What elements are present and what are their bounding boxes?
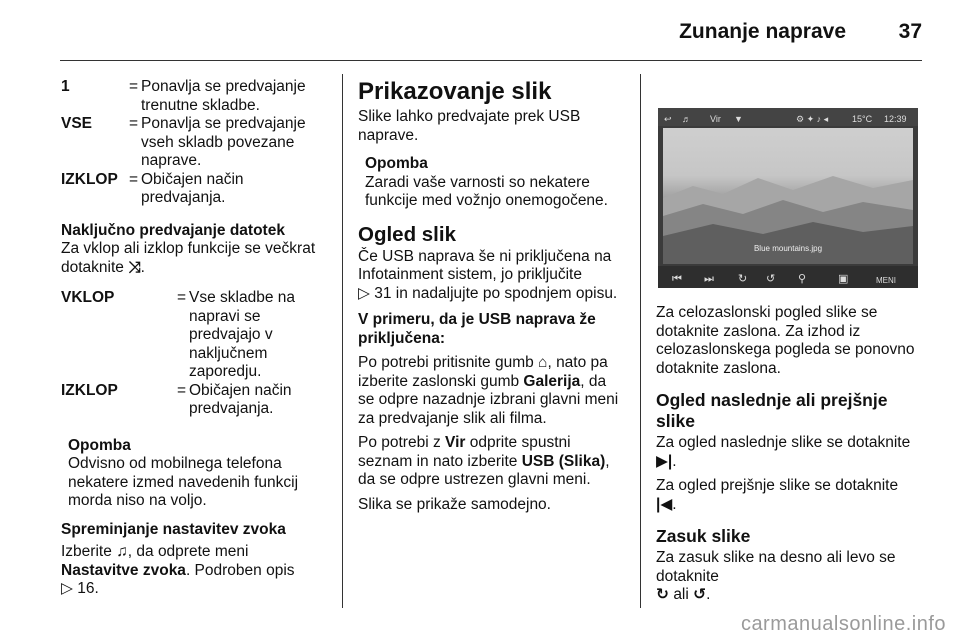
page-reference: 31 in nadaljujte po spodnjem opisu.	[374, 284, 618, 302]
menu-button-label: MENI	[876, 276, 896, 285]
step-text: Po potrebi pritisnite gumb	[358, 354, 534, 371]
source-label: Vir	[445, 434, 466, 451]
back-icon: ↩	[664, 114, 672, 124]
definition-value: Vse skladbe na napravi se predvajajo v naključnem zaporedju.	[189, 289, 295, 380]
column-divider-1	[342, 74, 343, 608]
settings-text: , da odprete meni	[127, 543, 249, 560]
usb-image-label: USB (Slika)	[521, 452, 606, 470]
view-heading: Ogled slik	[358, 222, 456, 246]
note-text: Zaradi vaše varnosti so nekatere funkcije med vožnjo onemogočene.	[365, 173, 608, 209]
settings-paragraph	[61, 543, 329, 599]
step-text: odprite spustni seznam in nato izberite	[358, 434, 571, 470]
rotate-paragraph: Za zasuk slike na desno ali levo se dotaknite ↻ ali ↺.	[656, 549, 896, 603]
fullscreen-text: Za celozaslonski pogled slike se dotaknite zaslona. Za izhod iz celozaslonskega pogleda se ponovno dotaknite zaslona.	[656, 304, 915, 377]
auto-text: Slika se prikaže samodejno.	[358, 495, 551, 513]
settings-text: . Podroben opis	[185, 561, 295, 579]
mountain-photo	[663, 128, 913, 264]
equals-sign: =	[177, 381, 187, 399]
screen-control-bar	[658, 266, 918, 288]
settings-text: Izberite	[61, 543, 112, 560]
definition-value: Običajen način predvajanja.	[141, 170, 244, 206]
page-ref-arrow-icon: ▷	[358, 284, 370, 302]
previous-icon: ⏮	[672, 273, 682, 285]
definition-key: VSE	[61, 115, 93, 132]
shuffle-definition-list	[61, 289, 329, 419]
definition-key: 1	[61, 78, 70, 95]
definition-value: Ponavlja se predvajanje vseh skladb povezane naprave.	[141, 115, 306, 169]
column-1	[61, 78, 329, 605]
step-text: , da se odpre ustrezen glavni meni.	[358, 452, 610, 488]
status-icons: ⚙ ✦ ♪ ◂	[796, 114, 829, 124]
definition-key: VKLOP	[61, 289, 115, 306]
source-icon: ♬	[682, 114, 691, 124]
equals-sign: =	[129, 78, 139, 95]
view-text: Če USB naprava še ni priključena na Infotainment sistem, jo priključite	[358, 247, 612, 283]
section-title: Prikazovanje slik	[358, 78, 552, 105]
rotate-text: Za zasuk slike na desno ali levo se dotaknite	[656, 549, 896, 585]
definition-row	[61, 115, 329, 171]
shuffle-paragraph: Za vklop ali izklop funkcije se večkrat dotaknite ⤨.	[61, 240, 316, 276]
page-ref-arrow-icon: ▷	[61, 580, 73, 597]
column-divider-2	[640, 74, 641, 608]
settings-heading: Spreminjanje nastavitev zvoka	[61, 520, 286, 538]
image-caption: Blue mountains.jpg	[753, 243, 823, 253]
next-track-icon: ▶|	[656, 452, 673, 470]
shuffle-text: Za vklop ali izklop funkcije se večkrat dotaknite	[61, 240, 316, 276]
column-2	[358, 78, 626, 520]
definition-row	[61, 382, 329, 419]
dropdown-icon: ▼	[734, 114, 743, 124]
view-paragraph	[358, 248, 626, 304]
home-icon: ⌂	[538, 354, 548, 371]
intro-text: Slike lahko predvajate prek USB naprave.	[358, 108, 581, 144]
rotate-left-icon: ↺	[766, 273, 776, 285]
next-text: Za ogled naslednje slike se dotaknite	[656, 434, 911, 451]
page-reference: 16.	[77, 580, 99, 597]
step-text: Po potrebi z	[358, 434, 441, 451]
page-number: 37	[898, 20, 922, 43]
step-text: , nato pa izberite zaslonski gumb	[358, 354, 608, 390]
equals-sign: =	[129, 170, 139, 188]
screen-source-label: Vir	[710, 114, 721, 124]
note-box	[358, 155, 626, 211]
definition-value: Ponavlja se predvajanje trenutne skladbe.	[141, 78, 306, 114]
prev-paragraph: Za ogled prejšnje slike se dotaknite |◀.	[656, 477, 899, 513]
rotate-or: ali	[673, 586, 689, 603]
definition-row	[61, 289, 329, 382]
slideshow-icon: ▣	[838, 273, 849, 285]
definition-row	[61, 78, 329, 115]
infotainment-screen-image	[658, 108, 918, 288]
equals-sign: =	[129, 115, 139, 132]
rotate-left-icon: ↺	[693, 586, 707, 603]
shuffle-heading: Naključno predvajanje datotek	[61, 221, 285, 239]
definition-key: IZKLOP	[61, 170, 118, 188]
rotate-right-icon: ↻	[738, 273, 748, 285]
header-rule	[60, 60, 922, 61]
zoom-icon: ⚲	[798, 273, 807, 285]
note-title: Opomba	[68, 436, 131, 454]
nextprev-heading: Ogled naslednje ali prejšnje slike	[656, 390, 888, 431]
next-icon: ⏭	[704, 273, 714, 285]
screen-time: 12:39	[884, 114, 907, 124]
repeat-definition-list	[61, 78, 329, 208]
equals-sign: =	[177, 289, 187, 306]
definition-key: IZKLOP	[61, 381, 118, 399]
screen-temperature: 15°C	[852, 114, 873, 124]
gallery-button-label: Galerija	[523, 372, 581, 390]
rotate-right-icon: ↻	[656, 586, 669, 603]
equalizer-icon: ♫	[116, 543, 128, 560]
shuffle-icon: ⤨	[128, 258, 141, 276]
settings-menu-name: Nastavitve zvoka	[61, 561, 186, 579]
definition-value: Običajen način predvajanja.	[189, 381, 292, 417]
definition-row	[61, 171, 329, 208]
screen-status-bar	[658, 108, 918, 126]
prev-text: Za ogled prejšnje slike se dotaknite	[656, 477, 899, 494]
note-title: Opomba	[365, 155, 428, 172]
previous-track-icon: |◀	[656, 495, 673, 513]
next-paragraph: Za ogled naslednje slike se dotaknite ▶|.	[656, 434, 911, 470]
note-box	[61, 437, 329, 511]
page-header	[60, 14, 922, 54]
step-text: , da se odpre nazadnje izbrani glavni meni za predvajanje slik ali filma.	[358, 372, 619, 427]
watermark: carmanualsonline.info	[740, 613, 946, 635]
step2-paragraph	[358, 434, 626, 490]
header-title: Zunanje naprave	[679, 20, 846, 43]
note-text: Odvisno od mobilnega telefona nekatere izmed navedenih funkcij morda niso na voljo.	[68, 455, 299, 509]
step1-paragraph	[358, 354, 626, 428]
rotate-heading: Zasuk slike	[656, 526, 751, 546]
example-heading: V primeru, da je USB naprava že priključena:	[358, 311, 596, 347]
column-3	[656, 78, 924, 611]
